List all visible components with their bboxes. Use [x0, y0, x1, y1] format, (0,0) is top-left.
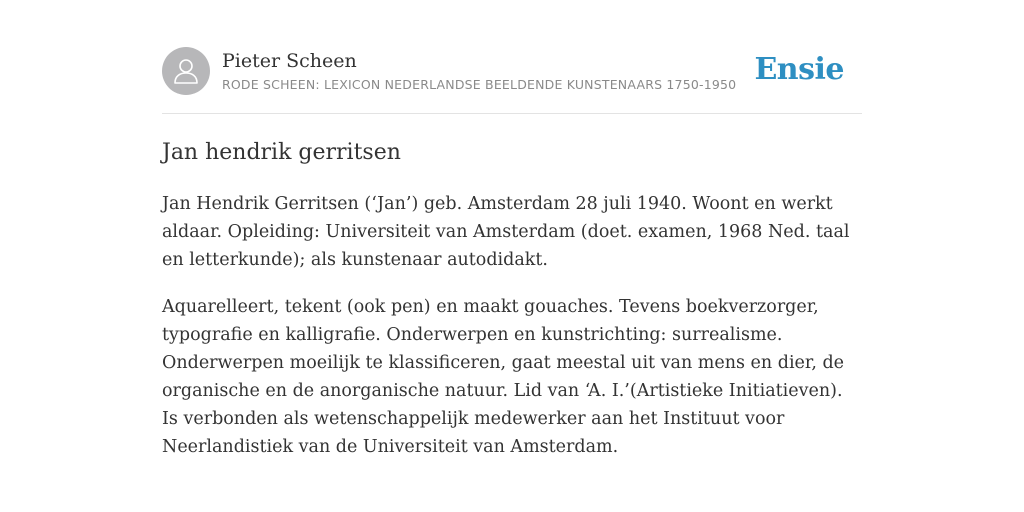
- article-card: [162, 44, 862, 461]
- user-icon: [171, 56, 201, 86]
- page-title: Jan hendrik gerritsen: [162, 140, 401, 165]
- paragraph: Jan Hendrik Gerritsen (‘Jan’) geb. Amsterdam 28 juli 1940. Woont en werkt aldaar. Opleiding: Universiteit van Amsterdam (doet. examen, 1968 Ned. taal en letterkunde); als kunstenaar autodidakt.: [162, 194, 850, 270]
- avatar[interactable]: [162, 47, 210, 95]
- paragraph: Aquarelleert, tekent (ook pen) en maakt gouaches. Tevens boekverzorger, typografie en kalligrafie. Onderwerpen en kunstrichting: surrealisme. Onderwerpen moeilijk te klassificeren, gaat meestal uit van mens en dier, de organische en de anorganische natuur. Lid van ‘A. I.’(Artistieke Initiatieven). Is verbonden als wetenschappelijk medewerker aan het Instituut voor Neerlandistiek van de Universiteit van Amsterdam.: [162, 297, 845, 457]
- author-block: [222, 49, 736, 93]
- brand-logo[interactable]: Ensie: [754, 52, 844, 87]
- divider: [162, 113, 862, 114]
- source-label[interactable]: RODE SCHEEN: LEXICON NEDERLANDSE BEELDENDE KUNSTENAARS 1750-1950: [222, 77, 737, 92]
- header: [162, 44, 862, 98]
- author-name[interactable]: Pieter Scheen: [222, 50, 357, 72]
